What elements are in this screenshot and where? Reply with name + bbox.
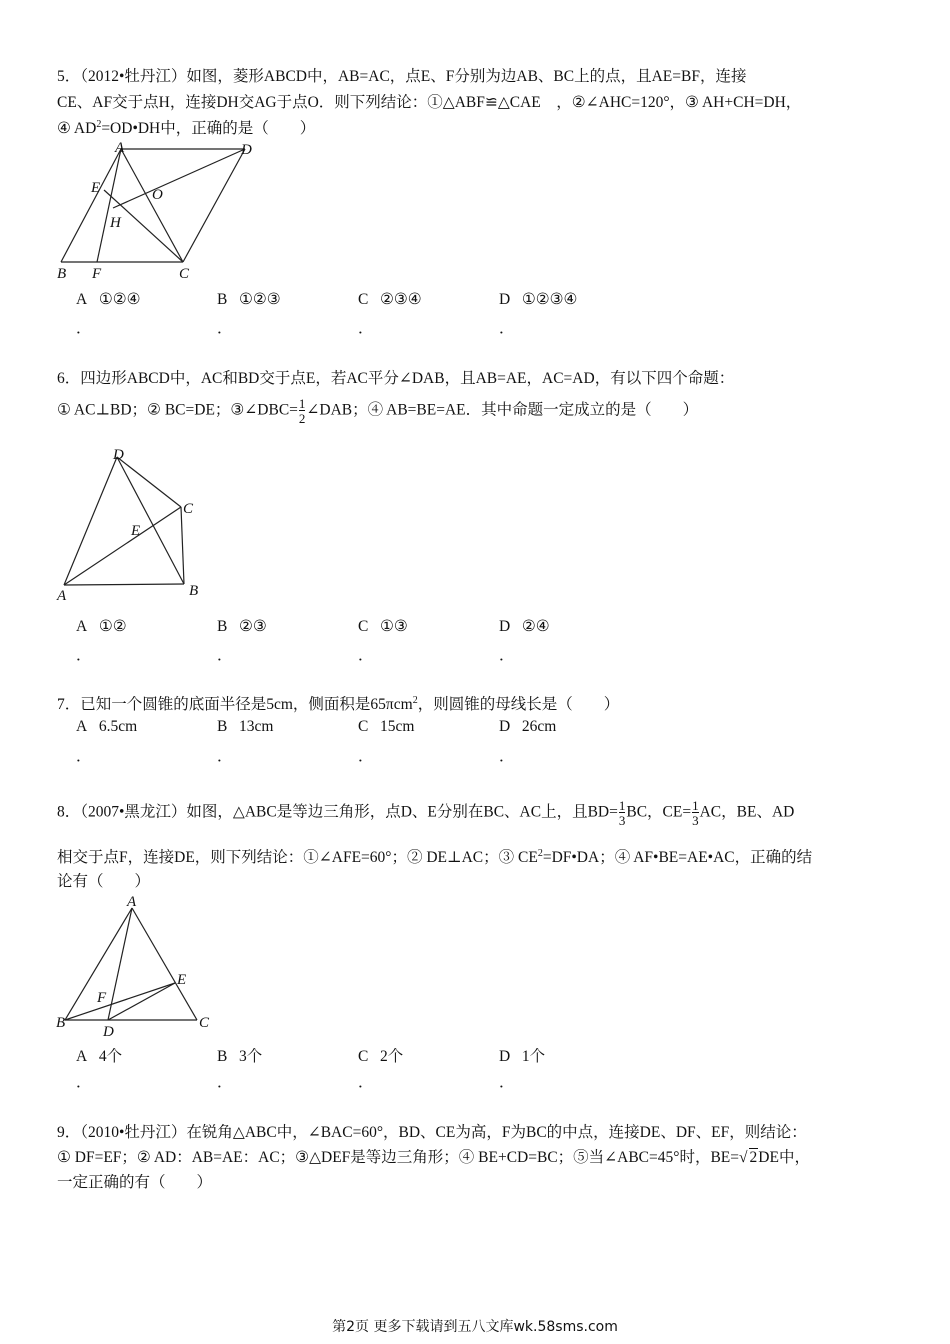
q5-label-e: E — [91, 180, 101, 196]
q8-label-f: F — [97, 990, 107, 1006]
q6-line-2-b: ∠DAB；④ AB=BE=AE．其中命题一定成立的是（ ） — [306, 401, 699, 419]
q8-option-c[interactable] — [358, 1044, 403, 1066]
q5-line-1: 5．（2012•牡丹江）如图，菱形ABCD中，AB=AC，点E、F分别为边AB、BC上的点，且AE=BF，连接 — [57, 68, 747, 85]
q8-line-2-sup: 2 — [537, 847, 543, 859]
q8-label-a: A — [127, 894, 137, 910]
q9-sqrt-value: 2 — [749, 1149, 758, 1166]
option-dot: ． — [76, 1074, 92, 1091]
q7-option-d[interactable] — [499, 718, 556, 736]
option-text: 1个 — [521, 1048, 546, 1065]
fraction-denominator: 3 — [692, 813, 699, 828]
option-text: ②③④ — [379, 291, 422, 308]
option-letter: C — [358, 291, 369, 308]
q5-line-3 — [57, 116, 315, 138]
q6-edge-ba — [64, 584, 184, 585]
q5-label-c: C — [179, 266, 190, 282]
fraction-numerator: 1 — [618, 798, 626, 813]
option-text: ①③ — [379, 618, 408, 635]
q8-line-3: 论有（ ） — [57, 873, 151, 890]
q5-label-b: B — [57, 266, 67, 282]
fraction-denominator: 2 — [298, 411, 306, 426]
option-dot: ． — [217, 320, 233, 337]
q5-option-a[interactable] — [76, 290, 141, 309]
q8-fraction-2 — [692, 799, 699, 827]
option-text: 15cm — [379, 718, 415, 735]
q8-line-2-a: 相交于点F，连接DE，则下列结论：①∠AFE=60°；② DE⊥AC；③ CE — [57, 849, 538, 866]
q5-label-f: F — [92, 266, 102, 282]
q9-line-2 — [57, 1145, 810, 1167]
q6-quadrilateral-figure — [55, 443, 215, 605]
option-text: 13cm — [238, 718, 274, 735]
q6-label-a: A — [57, 588, 67, 604]
option-letter: B — [217, 618, 228, 635]
option-text: 6.5cm — [98, 718, 138, 735]
q6-edge-cb — [181, 507, 184, 584]
fraction-denominator: 3 — [618, 813, 626, 828]
q8-option-a[interactable] — [76, 1044, 122, 1066]
q5-edge-ba — [61, 149, 121, 262]
q5-label-a: A — [115, 140, 125, 156]
option-dot: ． — [217, 1074, 233, 1091]
option-text: ①②③④ — [521, 291, 578, 308]
option-dot: ． — [358, 647, 374, 664]
option-letter: D — [499, 291, 511, 308]
option-letter: A — [76, 618, 88, 635]
option-dot: ． — [76, 647, 92, 664]
option-letter: D — [499, 618, 511, 635]
sqrt-icon: √ — [739, 1149, 748, 1166]
option-letter: B — [217, 291, 228, 308]
q6-option-d[interactable] — [499, 617, 550, 636]
option-letter: D — [499, 1048, 511, 1065]
option-letter: B — [217, 718, 228, 735]
q6-edge-ad — [64, 457, 117, 585]
q6-label-b: B — [189, 583, 199, 599]
q6-option-a[interactable] — [76, 617, 127, 636]
q6-label-d: D — [113, 447, 124, 463]
option-dot: ． — [499, 320, 515, 337]
q5-label-d: D — [241, 142, 252, 158]
q9-line-1: 9．（2010•牡丹江）在锐角△ABC中，∠BAC=60°，BD、CE为高，F为BC的中点，连接DE、DF、EF，则结论： — [57, 1124, 807, 1141]
option-dot: ． — [217, 647, 233, 664]
option-dot: ． — [358, 748, 374, 765]
q7-line-1-a: 7．已知一个圆锥的底面半径是5cm，侧面积是65πcm — [57, 696, 413, 713]
q8-option-b[interactable] — [217, 1044, 262, 1066]
page-footer: 第2页 更多下载请到五八文库wk.58sms.com — [332, 1319, 618, 1335]
q6-diagonal-bd — [117, 457, 184, 584]
option-dot: ． — [358, 320, 374, 337]
option-text: 3个 — [238, 1048, 263, 1065]
q8-segment-be — [65, 983, 175, 1020]
q8-label-d: D — [103, 1024, 114, 1040]
q5-diagonal-ac — [121, 149, 183, 262]
q6-option-b[interactable] — [217, 617, 267, 636]
q7-line-1-sup: 2 — [412, 694, 418, 706]
option-text: ①② — [98, 618, 127, 635]
q8-line-1-b: BC，CE= — [626, 803, 692, 821]
q6-line-2 — [57, 397, 698, 425]
q9-line-3: 一定正确的有（ ） — [57, 1174, 213, 1191]
option-letter: A — [76, 291, 88, 308]
q8-line-2 — [57, 845, 812, 867]
option-dot: ． — [499, 647, 515, 664]
option-letter: C — [358, 618, 369, 635]
q5-option-d[interactable] — [499, 290, 577, 309]
option-text: ②④ — [521, 618, 550, 635]
option-text: 4个 — [98, 1048, 123, 1065]
q8-label-e: E — [177, 972, 187, 988]
q8-triangle-figure — [55, 892, 220, 1042]
q6-line-2-a: ① AC⊥BD；② BC=DE；③∠DBC= — [57, 401, 298, 419]
fraction-numerator: 1 — [692, 798, 699, 813]
option-letter: D — [499, 718, 511, 735]
q8-line-1-c: AC，BE、AD — [699, 803, 795, 821]
option-letter: A — [76, 1048, 88, 1065]
q5-line-3-sup: 2 — [96, 118, 102, 130]
option-dot: ． — [76, 748, 92, 765]
option-dot: ． — [499, 1074, 515, 1091]
option-text: ②③ — [238, 618, 267, 635]
q8-line-1 — [57, 799, 794, 827]
q5-label-o: O — [152, 187, 163, 203]
q6-edge-dc — [117, 457, 181, 507]
q8-segment-de — [108, 983, 175, 1020]
q8-segment-ad — [108, 908, 132, 1020]
q7-option-c[interactable] — [358, 718, 414, 736]
q5-edge-dc — [183, 149, 245, 262]
option-dot: ． — [358, 1074, 374, 1091]
option-letter: C — [358, 718, 369, 735]
q6-label-e: E — [131, 523, 141, 539]
q5-line-2: CE、AF交于点H，连接DH交AG于点O．则下列结论：①△ABF≌△CAE ，②∠AHC=120°，③ AH+CH=DH， — [57, 94, 802, 111]
option-letter: A — [76, 718, 88, 735]
q5-segment-hd — [113, 149, 245, 208]
q5-line-3-b: =OD•DH中，正确的是（ ） — [101, 120, 316, 137]
option-dot: ． — [76, 320, 92, 337]
q7-option-a[interactable] — [76, 718, 137, 736]
q8-line-1-a: 8．（2007•黑龙江）如图，△ABC是等边三角形，点D、E分别在BC、AC上，且BD= — [57, 803, 618, 821]
q7-line-1 — [57, 692, 619, 714]
option-text: 2个 — [379, 1048, 404, 1065]
option-letter: C — [358, 1048, 369, 1065]
q8-line-2-b: =DF•DA；④ AF•BE=AE•AC，正确的结 — [542, 849, 813, 866]
option-text: ①②③ — [238, 291, 281, 308]
q5-line-3-a: ④ AD — [57, 120, 97, 137]
q7-line-1-b: ，则圆锥的母线长是（ ） — [417, 696, 620, 713]
q8-edge-ac — [132, 908, 197, 1020]
option-letter: B — [217, 1048, 228, 1065]
option-dot: ． — [499, 748, 515, 765]
q7-option-b[interactable] — [217, 718, 273, 736]
option-dot: ． — [217, 748, 233, 765]
q9-line-2-b: DE中， — [758, 1149, 810, 1166]
option-text: ①②④ — [98, 291, 141, 308]
q5-option-b[interactable] — [217, 290, 281, 309]
q9-line-2-a: ① DF=EF；② AD：AB=AE：AC；③△DEF是等边三角形；④ BE+CD=BC；⑤当∠ABC=45°时，BE= — [57, 1149, 740, 1166]
q8-fraction-1 — [619, 799, 626, 827]
q6-line-1: 6．四边形ABCD中，AC和BD交于点E，若AC平分∠DAB，且AB=AE，AC=AD，有以下四个命题： — [57, 370, 735, 387]
q8-label-c: C — [199, 1015, 210, 1031]
q6-option-c[interactable] — [358, 617, 408, 636]
q8-label-b: B — [56, 1015, 66, 1031]
q8-option-d[interactable] — [499, 1044, 545, 1066]
option-text: 26cm — [521, 718, 557, 735]
q6-label-c: C — [183, 501, 194, 517]
q5-option-c[interactable] — [358, 290, 422, 309]
fraction-numerator: 1 — [298, 396, 306, 411]
q5-rhombus-figure — [55, 138, 270, 283]
q6-fraction — [299, 397, 306, 425]
q5-label-h: H — [110, 215, 121, 231]
